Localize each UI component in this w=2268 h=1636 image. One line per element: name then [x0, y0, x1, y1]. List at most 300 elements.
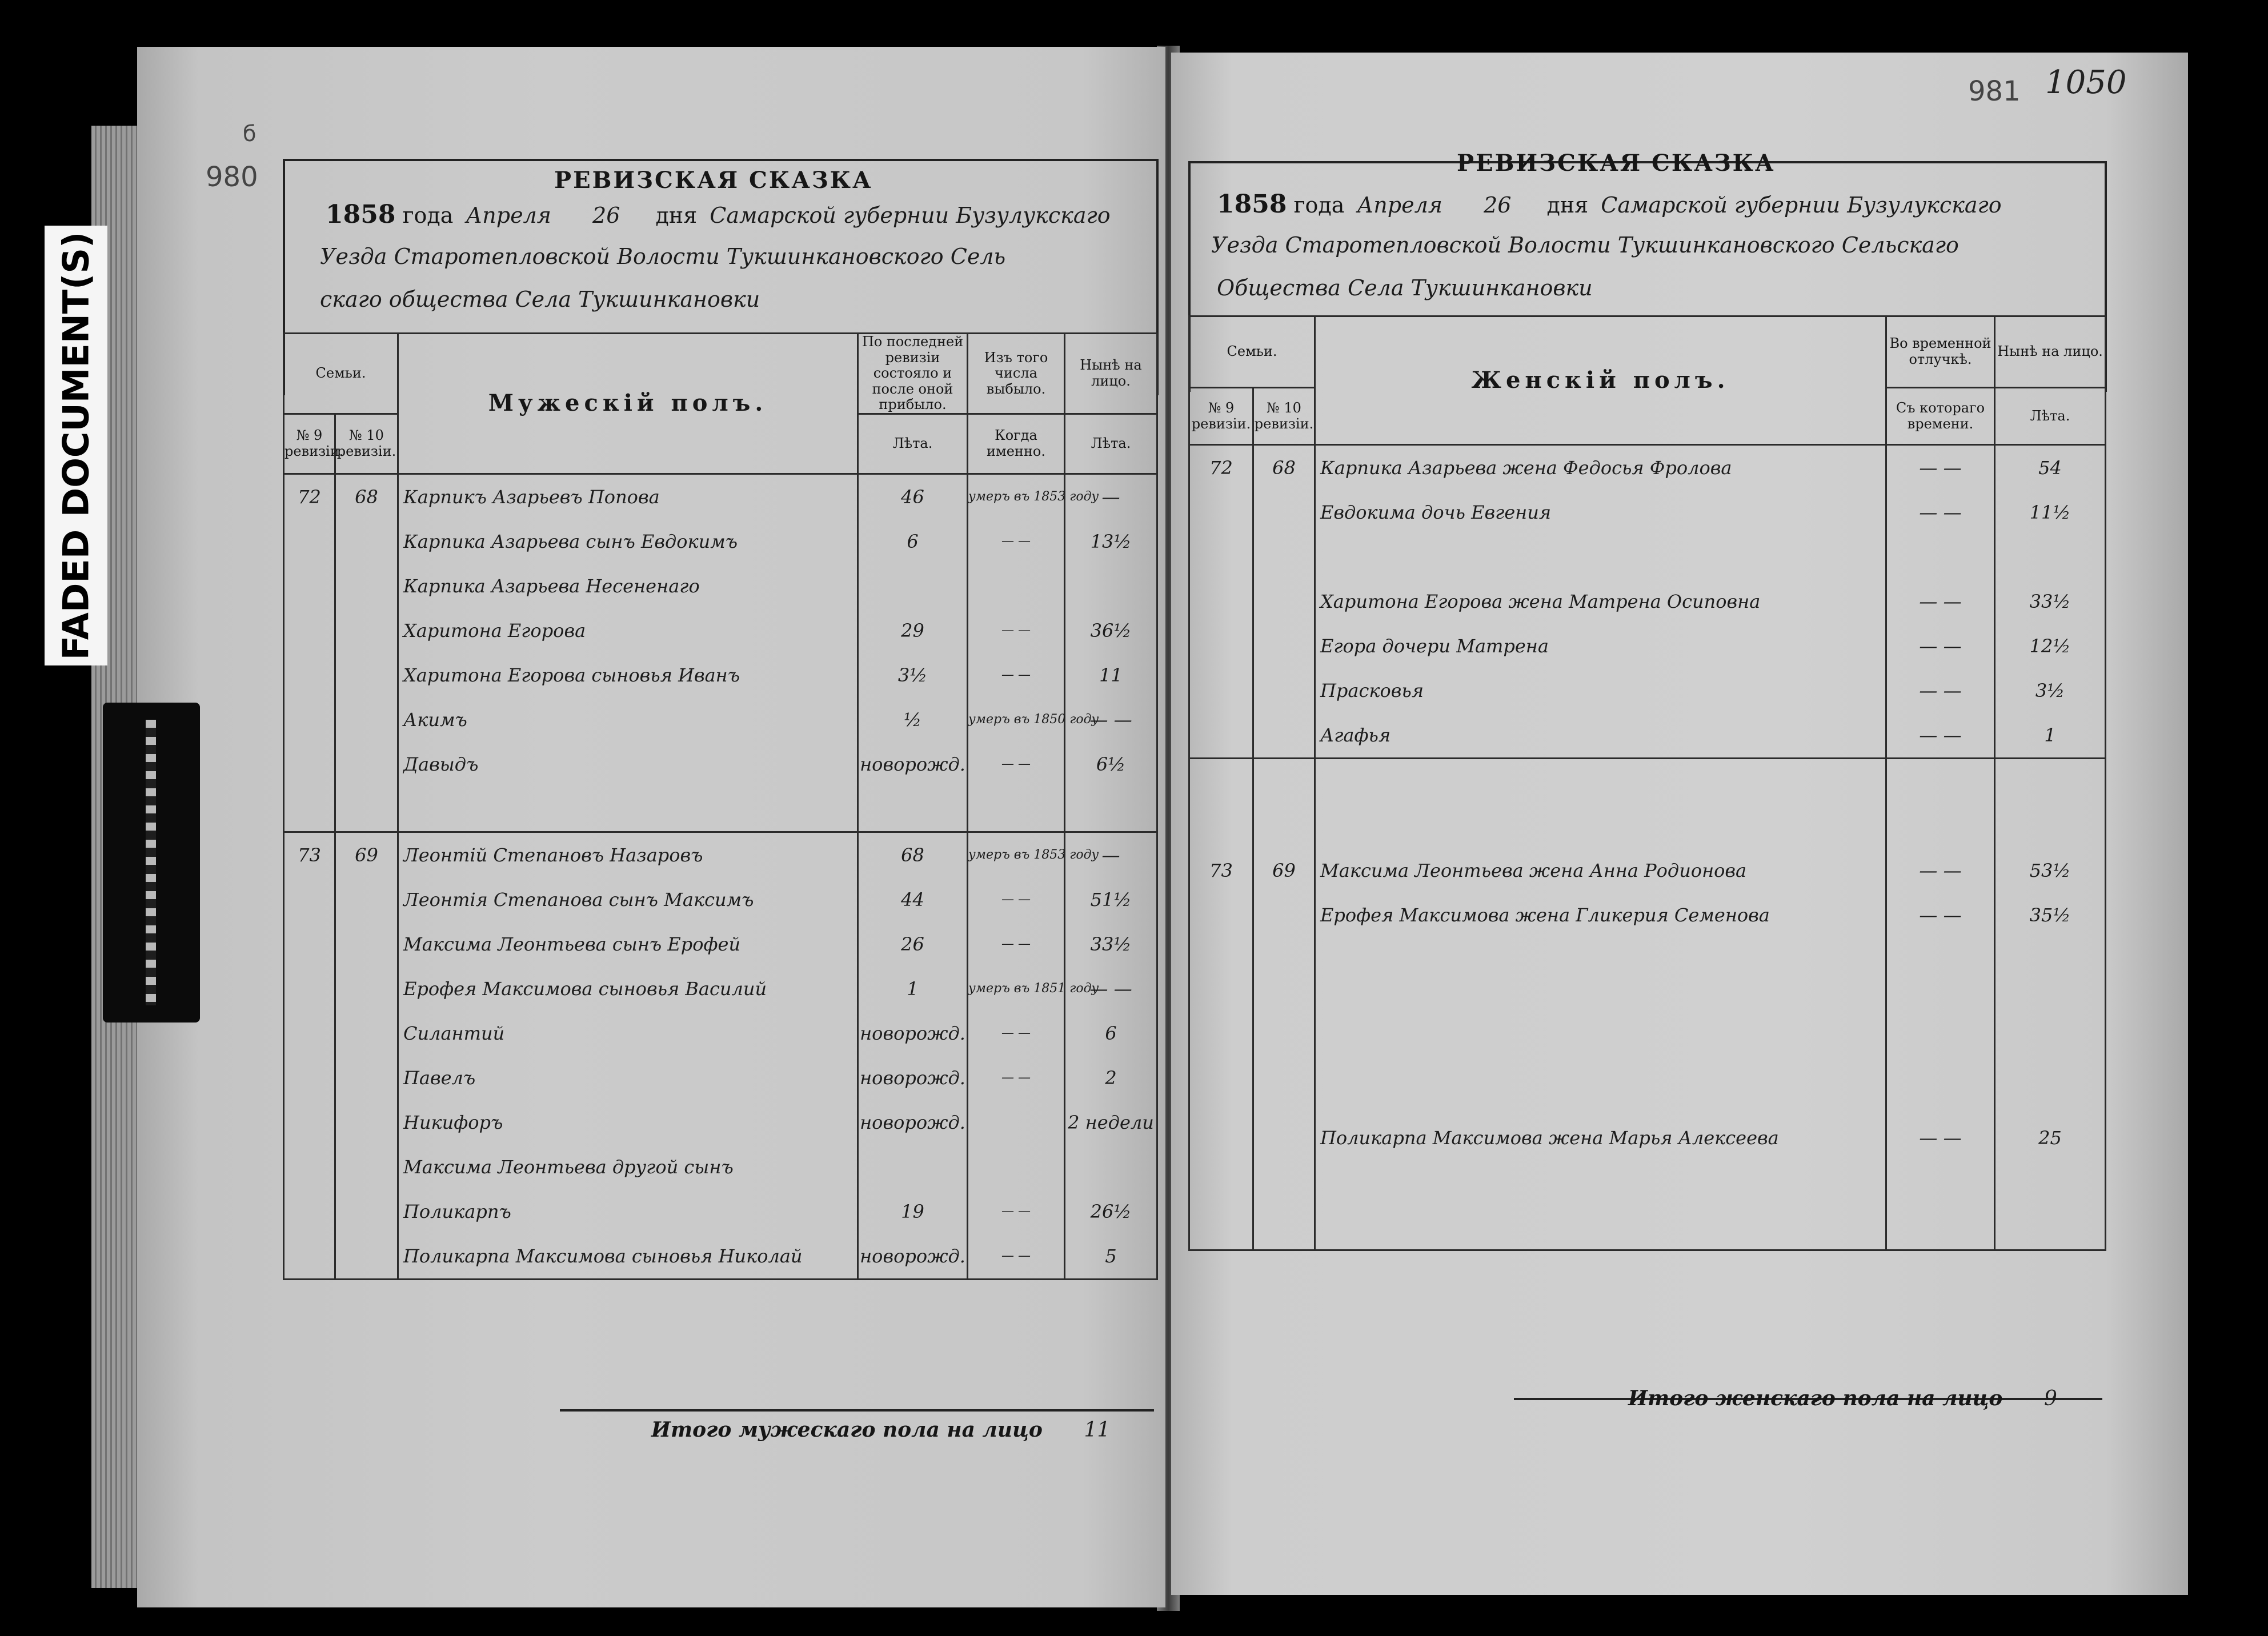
left-cell-now	[1065, 877, 1157, 922]
left-cell-now	[1065, 922, 1157, 967]
left-r10-value	[336, 1189, 397, 1234]
table-row	[284, 608, 1157, 653]
left-r10-value	[336, 653, 397, 697]
left-cell-r10	[335, 1011, 398, 1056]
right-cell-since	[1886, 1026, 1995, 1071]
right-r10-value	[1254, 579, 1314, 624]
left-col-last-revision: По последней ревизіи состояло и после оной прибыло.	[858, 334, 968, 414]
right-cell-r9	[1189, 624, 1253, 668]
right-name-value: Харитона Егорова жена Матрена Осиповна	[1320, 591, 1761, 612]
left-register-rows	[284, 474, 1157, 1279]
right-cell-name	[1315, 713, 1886, 759]
table-row	[284, 877, 1157, 922]
left-cell-when	[968, 922, 1065, 967]
right-r10-value	[1254, 713, 1314, 757]
left-r9-value	[284, 608, 334, 653]
left-cell-now	[1065, 653, 1157, 697]
right-col-families: Семьи.	[1189, 316, 1315, 388]
right-r10-value	[1254, 1026, 1314, 1071]
left-now-value: — —	[1089, 977, 1132, 1000]
left-r10-value	[336, 1145, 397, 1189]
left-cell-r9	[284, 742, 335, 787]
right-r9-value	[1190, 579, 1252, 624]
right-cell-since	[1886, 1205, 1995, 1250]
right-now-value: 33½	[2029, 591, 2071, 612]
left-when-value: — —	[1001, 756, 1031, 771]
right-cell-name	[1315, 445, 1886, 491]
left-cell-when	[968, 1234, 1065, 1280]
left-r9-value	[284, 564, 334, 608]
left-cell-r9	[284, 608, 335, 653]
left-cell-name	[398, 653, 858, 697]
right-since-value: — —	[1919, 724, 1962, 746]
left-cell-now	[1065, 742, 1157, 787]
left-cell-name	[398, 697, 858, 742]
right-cell-since	[1886, 937, 1995, 982]
right-page	[1171, 53, 2188, 1595]
right-r9-value	[1190, 1205, 1252, 1249]
left-now-value: 2 недели	[1068, 1111, 1154, 1133]
left-year-word: года	[402, 203, 454, 228]
left-page-corner-mark: б	[243, 121, 257, 146]
left-cell-r9	[284, 1011, 335, 1056]
left-cell-name	[398, 1145, 858, 1189]
right-since-value: — —	[1919, 680, 1962, 701]
left-cell-now	[1065, 1189, 1157, 1234]
left-r10-value	[336, 1056, 397, 1100]
right-total-label: Итого женскаго пола на лицо	[1628, 1386, 2003, 1410]
left-age-value: 68	[901, 844, 924, 866]
table-row	[1189, 535, 2106, 579]
right-r10-value	[1254, 624, 1314, 668]
left-cell-age	[858, 832, 968, 877]
binding-strap	[103, 703, 200, 1022]
right-now-value: 11½	[2029, 502, 2071, 523]
table-row	[284, 1234, 1157, 1280]
right-cell-r9	[1189, 982, 1253, 1026]
left-r9-value	[284, 1100, 334, 1145]
left-total-value: 11	[1084, 1418, 1111, 1442]
right-cell-since	[1886, 490, 1995, 535]
left-when-value: — —	[1001, 623, 1031, 637]
left-page	[137, 47, 1165, 1607]
right-cell-now	[1995, 804, 2106, 848]
left-cell-now	[1065, 564, 1157, 608]
left-name-value: Харитона Егорова сыновья Иванъ	[403, 664, 740, 686]
table-row	[1189, 490, 2106, 535]
right-name-value	[1316, 804, 1885, 848]
left-r10-value: 68	[355, 486, 378, 508]
table-row	[284, 1145, 1157, 1189]
left-day: 26	[592, 203, 620, 228]
left-now-value: —	[1101, 486, 1120, 508]
right-r9-value	[1190, 759, 1252, 804]
left-cell-now	[1065, 1234, 1157, 1280]
left-r9-value	[284, 697, 334, 742]
table-row	[1189, 937, 2106, 982]
left-cell-when	[968, 474, 1099, 519]
right-r9-value	[1190, 668, 1252, 713]
left-cell-name	[398, 922, 858, 967]
right-cell-now	[1995, 668, 2106, 713]
left-cell-r10	[335, 1145, 398, 1189]
faded-document-label: FADED DOCUMENT(S)	[55, 231, 97, 660]
right-cell-now	[1995, 624, 2106, 668]
left-age-value: 19	[901, 1200, 924, 1222]
right-cell-r10	[1253, 535, 1315, 579]
right-cell-since	[1886, 535, 1995, 579]
left-now-value: —	[1101, 844, 1120, 866]
left-age-value: новорожд.	[860, 1245, 965, 1267]
right-cell-r9	[1189, 490, 1253, 535]
left-name-value: Акимъ	[403, 708, 467, 731]
right-cell-now	[1995, 490, 2106, 535]
left-now-value	[1065, 1145, 1156, 1189]
left-cell-when	[968, 608, 1065, 653]
right-cell-name	[1315, 624, 1886, 668]
table-row	[1189, 804, 2106, 848]
table-row	[284, 564, 1157, 608]
right-name-value	[1316, 535, 1885, 579]
left-total-rule	[560, 1409, 1154, 1412]
left-age-value: новорожд.	[860, 753, 965, 775]
left-cell-r10	[335, 877, 398, 922]
left-now-value: 5	[1105, 1245, 1117, 1267]
left-r9-value	[284, 1056, 334, 1100]
left-r9-value	[284, 1234, 334, 1278]
right-r9-value: 72	[1209, 457, 1233, 479]
left-cell-r10	[335, 967, 398, 1011]
right-now-value: 3½	[2035, 680, 2065, 701]
left-cell-r10	[335, 1100, 398, 1145]
left-col-rev9: № 9 ревизіи.	[284, 414, 335, 474]
left-now-value: 6½	[1096, 753, 1126, 775]
left-col-male: Мужескій полъ.	[398, 334, 858, 474]
right-date-line	[1217, 190, 2002, 219]
table-row	[284, 1189, 1157, 1234]
right-cell-r10	[1253, 804, 1315, 848]
right-now-value	[1995, 804, 2105, 848]
left-cell-r10	[335, 697, 398, 742]
right-cell-since	[1886, 759, 1995, 804]
right-cell-now	[1995, 713, 2106, 759]
table-row	[1189, 848, 2106, 893]
right-month: Апреля	[1357, 193, 1442, 218]
right-since-value	[1887, 1205, 1994, 1249]
left-cell-when	[968, 653, 1065, 697]
table-row	[1189, 759, 2106, 804]
left-name-value: Давыдъ	[403, 753, 479, 775]
right-now-value	[1995, 1026, 2105, 1071]
right-cell-r10	[1253, 937, 1315, 982]
table-row	[1189, 624, 2106, 668]
right-since-value	[1887, 759, 1994, 804]
left-now-value: — —	[1089, 708, 1132, 731]
right-cell-now	[1995, 1160, 2106, 1205]
table-row	[1189, 1026, 2106, 1071]
right-r9-value	[1190, 1116, 1252, 1160]
left-age-value: 26	[901, 933, 924, 955]
left-cell-now	[1065, 1011, 1157, 1056]
left-cell-age	[858, 1011, 968, 1056]
right-since-value: — —	[1919, 457, 1962, 479]
right-name-value	[1316, 1071, 1885, 1116]
left-cell-now	[1065, 1056, 1157, 1100]
right-cell-r9	[1189, 893, 1253, 937]
right-cell-r10	[1253, 668, 1315, 713]
right-r10-value: 69	[1272, 860, 1296, 881]
table-row	[1189, 1116, 2106, 1160]
left-name-value: Поликарпа Максимова сыновья Николай	[403, 1245, 803, 1267]
left-cell-name	[398, 787, 858, 832]
left-r10-value	[336, 697, 397, 742]
left-when-value: — —	[1001, 892, 1031, 907]
left-cell-name	[398, 1056, 858, 1100]
right-r10-value	[1254, 490, 1314, 535]
left-cell-when	[968, 1145, 1065, 1189]
right-col-rev10: № 10 ревизіи.	[1253, 388, 1315, 445]
left-now-value: 6	[1105, 1022, 1117, 1044]
right-cell-since	[1886, 1071, 1995, 1116]
left-cell-r9	[284, 1234, 335, 1280]
right-cell-r10	[1253, 848, 1315, 893]
right-cell-now	[1995, 1205, 2106, 1250]
left-r10-value: 69	[355, 844, 378, 866]
right-now-value: 1	[2044, 724, 2056, 746]
right-cell-now	[1995, 937, 2106, 982]
left-cell-when	[968, 1056, 1065, 1100]
left-province: Самарской губернии Бузулукскаго	[710, 203, 1111, 228]
table-row	[1189, 893, 2106, 937]
left-r9-value	[284, 922, 334, 967]
left-cell-when	[968, 564, 1065, 608]
left-cell-when	[968, 967, 1099, 1011]
left-now-value: 51½	[1090, 888, 1132, 911]
left-col-present: Нынѣ на лицо.	[1065, 334, 1157, 414]
left-cell-age	[858, 474, 968, 519]
right-name-value: Агафья	[1320, 724, 1391, 746]
right-cell-now	[1995, 1071, 2106, 1116]
left-form-title: РЕВИЗСКАЯ СКАЗКА	[554, 167, 873, 194]
right-cell-r9	[1189, 579, 1253, 624]
right-r10-value	[1254, 1116, 1314, 1160]
right-cell-now	[1995, 893, 2106, 937]
left-year: 1858	[326, 200, 396, 229]
right-since-value: — —	[1919, 591, 1962, 612]
left-col-years: Лѣта.	[858, 414, 968, 474]
right-year: 1858	[1217, 190, 1287, 219]
right-cell-r9	[1189, 848, 1253, 893]
left-cell-when	[968, 1011, 1065, 1056]
left-r9-value	[284, 787, 334, 831]
right-r10-value	[1254, 535, 1314, 579]
right-r10-value	[1254, 937, 1314, 982]
right-total-value: 9	[2043, 1387, 2057, 1410]
right-cell-name	[1315, 1026, 1886, 1071]
right-r9-value	[1190, 1071, 1252, 1116]
left-cell-r10	[335, 922, 398, 967]
left-r9-value	[284, 742, 334, 787]
right-register-rows	[1189, 445, 2106, 1250]
right-cell-since	[1886, 848, 1995, 893]
right-cell-name	[1315, 804, 1886, 848]
right-cell-now	[1995, 982, 2106, 1026]
right-name-value: Евдокима дочь Евгения	[1320, 502, 1552, 523]
right-cell-now	[1995, 759, 2106, 804]
left-cell-age	[858, 1100, 968, 1145]
left-name-value: Карпика Азарьева Несененаго	[403, 575, 700, 597]
right-cell-now	[1995, 1116, 2106, 1160]
left-r9-value: 72	[298, 486, 321, 508]
right-cell-name	[1315, 668, 1886, 713]
left-when-value: — —	[1001, 667, 1031, 682]
left-cell-r10	[335, 1234, 398, 1280]
left-cell-name	[398, 742, 858, 787]
right-cell-since	[1886, 1160, 1995, 1205]
left-when-value: — —	[1001, 1248, 1031, 1263]
left-name-value: Леонтія Степанова сынъ Максимъ	[403, 888, 754, 911]
right-name-value	[1316, 982, 1885, 1026]
right-cell-now	[1995, 445, 2106, 491]
table-row	[1189, 445, 2106, 491]
table-row	[284, 967, 1157, 1011]
right-now-value	[1995, 1160, 2105, 1205]
right-r9-value	[1190, 490, 1252, 535]
left-cell-now	[1065, 608, 1157, 653]
left-page-number-pencil: 980	[206, 161, 258, 193]
right-cell-since	[1886, 713, 1995, 759]
left-cell-r10	[335, 519, 398, 564]
right-since-value	[1887, 937, 1994, 982]
table-row	[1189, 579, 2106, 624]
left-name-value: Ерофея Максимова сыновья Василий	[403, 977, 767, 1000]
right-since-value	[1887, 1071, 1994, 1116]
left-month: Апреля	[466, 203, 551, 228]
right-cell-r9	[1189, 759, 1253, 804]
left-cell-age	[858, 608, 968, 653]
right-name-value: Егора дочери Матрена	[1320, 635, 1549, 657]
right-col-years: Лѣта.	[1995, 388, 2106, 445]
left-cell-age	[858, 1189, 968, 1234]
right-now-value: 25	[2038, 1127, 2062, 1149]
left-cell-now	[1065, 787, 1157, 832]
left-age-value	[859, 787, 967, 831]
left-r9-value: 73	[298, 844, 321, 866]
left-cell-when	[968, 1189, 1065, 1234]
right-col-since: Съ котораго времени.	[1886, 388, 1995, 445]
left-r9-value	[284, 1011, 334, 1056]
right-since-value: — —	[1919, 1127, 1962, 1149]
left-cell-r10	[335, 564, 398, 608]
right-cell-r10	[1253, 624, 1315, 668]
right-now-value	[1995, 535, 2105, 579]
right-r10-value	[1254, 759, 1314, 804]
binding-stitch	[146, 720, 156, 1005]
right-cell-r10	[1253, 1071, 1315, 1116]
right-cell-r10	[1253, 759, 1315, 804]
table-row	[284, 787, 1157, 832]
left-name-value: Карпика Азарьева сынъ Евдокимъ	[403, 530, 738, 552]
right-cell-name	[1315, 937, 1886, 982]
left-col-rev10: № 10 ревизіи.	[335, 414, 398, 474]
left-cell-name	[398, 1189, 858, 1234]
left-r9-value	[284, 967, 334, 1011]
left-cell-age	[858, 967, 968, 1011]
left-cell-r9	[284, 877, 335, 922]
left-cell-r9	[284, 787, 335, 832]
left-when-value: — —	[1001, 936, 1031, 951]
right-day-word: дня	[1546, 193, 1589, 218]
left-r9-value	[284, 877, 334, 922]
right-district-line: Уезда Старотепловской Волости Тукшинкановского Сельскаго	[1211, 232, 1959, 258]
right-since-value	[1887, 535, 1994, 579]
table-row	[1189, 1071, 2106, 1116]
right-r10-value	[1254, 1071, 1314, 1116]
left-cell-now	[1065, 1145, 1157, 1189]
left-when-value	[968, 1145, 1064, 1189]
right-name-value	[1316, 937, 1885, 982]
left-cell-name	[398, 1100, 858, 1145]
left-when-value: умеръ въ 1850 году	[968, 712, 1099, 727]
right-since-value	[1887, 804, 1994, 848]
right-r10-value	[1254, 893, 1314, 937]
right-r9-value	[1190, 1160, 1252, 1205]
left-cell-r9	[284, 474, 335, 519]
left-r10-value	[336, 1234, 397, 1278]
table-row	[284, 1056, 1157, 1100]
left-when-value: умеръ въ 1853 году	[968, 847, 1099, 862]
right-since-value: — —	[1919, 502, 1962, 523]
right-name-value: Максима Леонтьева жена Анна Родионова	[1320, 860, 1747, 881]
right-name-value: Ерофея Максимова жена Гликерия Семенова	[1320, 904, 1770, 926]
left-name-value: Никифоръ	[403, 1111, 503, 1133]
right-total-line	[1628, 1386, 2057, 1410]
left-cell-age	[858, 1145, 968, 1189]
left-cell-r10	[335, 1056, 398, 1100]
left-name-value: Харитона Егорова	[403, 619, 586, 641]
left-now-value: 2	[1105, 1066, 1117, 1089]
right-col-rev9: № 9 ревизіи.	[1189, 388, 1253, 445]
left-when-value: умеръ въ 1853 году	[968, 489, 1099, 504]
right-now-value: 35½	[2029, 904, 2071, 926]
right-day: 26	[1484, 193, 1512, 218]
left-cell-r10	[335, 608, 398, 653]
left-cell-when	[968, 742, 1065, 787]
left-age-value: 6	[907, 530, 919, 552]
left-r9-value	[284, 653, 334, 697]
left-cell-when	[968, 1100, 1065, 1145]
left-cell-when	[968, 787, 1065, 832]
left-age-value: 29	[901, 619, 924, 641]
left-age-value: 3½	[897, 664, 928, 686]
left-now-value: 13½	[1090, 530, 1132, 552]
right-cell-r10	[1253, 1026, 1315, 1071]
right-r10-value	[1254, 1205, 1314, 1249]
left-age-value: новорожд.	[860, 1111, 965, 1133]
left-cell-when	[968, 832, 1099, 877]
table-row	[284, 1011, 1157, 1056]
right-cell-r9	[1189, 1160, 1253, 1205]
right-cell-name	[1315, 1116, 1886, 1160]
right-name-value: Поликарпа Максимова жена Марья Алексеева	[1320, 1127, 1779, 1149]
right-cell-since	[1886, 579, 1995, 624]
right-since-value	[1887, 982, 1994, 1026]
left-cell-age	[858, 787, 968, 832]
right-cell-now	[1995, 848, 2106, 893]
right-cell-r9	[1189, 713, 1253, 759]
right-cell-r9	[1189, 445, 1253, 491]
right-cell-since	[1886, 445, 1995, 491]
